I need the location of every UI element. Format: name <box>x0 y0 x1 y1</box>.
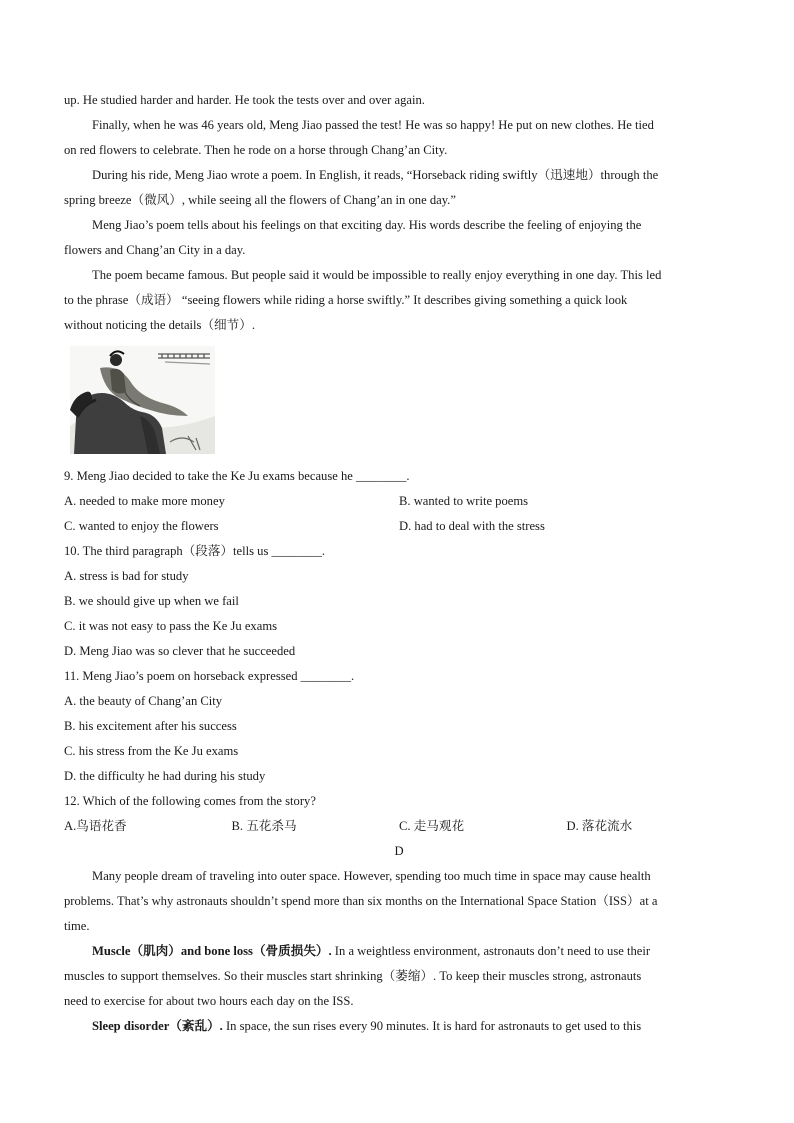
passage-d-p3-line1-text: In space, the sun rises every 90 minutes. It is hard for astronauts to get used to this <box>222 1019 642 1033</box>
question-11-option-b: B. his excitement after his success <box>64 719 237 733</box>
question-10-option-a: A. stress is bad for study <box>64 569 189 583</box>
passage-d-p2-line1 <box>64 939 734 964</box>
question-10-stem: 10. The third paragraph（段落）tells us ________. <box>64 544 326 558</box>
passage-c-p3-line2: spring breeze（微风）, while seeing all the flowers of Chang’an in one day.” <box>64 193 456 207</box>
passage-d-p1-line1: Many people dream of traveling into outer space. However, spending too much time in space may cause health <box>92 869 651 883</box>
passage-d-p2-line1-text: In a weightless environment, astronauts don’t need to use their <box>331 944 651 958</box>
question-9-option-c: C. wanted to enjoy the flowers <box>64 519 219 533</box>
passage-c-p1-tail: up. He studied harder and harder. He took the tests over and over again. <box>64 93 425 107</box>
question-12-options <box>64 814 734 839</box>
question-10-option-c: C. it was not easy to pass the Ke Ju exams <box>64 619 278 633</box>
passage-c-p2-line1: Finally, when he was 46 years old, Meng Jiao passed the test! He was so happy! He put on new clothes. He tied <box>92 118 654 132</box>
passage-c-p3-line1: During his ride, Meng Jiao wrote a poem. In English, it reads, “Horseback riding swiftly（迅速地）through the <box>92 168 659 182</box>
passage-c-p4-line2: flowers and Chang’an City in a day. <box>64 243 246 257</box>
passage-d-p3-line1 <box>64 1014 734 1039</box>
question-11-option-c: C. his stress from the Ke Ju exams <box>64 744 239 758</box>
document-page <box>64 88 734 1039</box>
passage-d-p2-line3: need to exercise for about two hours each day on the ISS. <box>64 994 354 1008</box>
question-9-option-a: A. needed to make more money <box>64 494 225 508</box>
question-9-options-row2 <box>64 514 734 539</box>
muscle-bone-loss-heading: Muscle（肌肉）and bone loss（骨质损失）. <box>92 944 332 958</box>
passage-d-p1-line2: problems. That’s why astronauts shouldn’t spend more than six months on the International Space Station（ISS）at a <box>64 894 658 908</box>
question-11-stem: 11. Meng Jiao’s poem on horseback expressed ________. <box>64 669 355 683</box>
passage-c-p5-line2: to the phrase（成语） “seeing flowers while riding a horse swiftly.” It describes giving something a quick look <box>64 293 628 307</box>
question-9-stem: 9. Meng Jiao decided to take the Ke Ju exams because he ________. <box>64 469 410 483</box>
passage-c-p5-line1: The poem became famous. But people said it would be impossible to really enjoy everything in one day. This led <box>92 268 662 282</box>
question-12-option-c: C. 走马观花 <box>399 819 465 833</box>
passage-c-p5-line3: without noticing the details（细节）. <box>64 318 255 332</box>
sleep-disorder-heading: Sleep disorder（紊乱）. <box>92 1019 223 1033</box>
question-10-option-b: B. we should give up when we fail <box>64 594 239 608</box>
question-12-option-a: A.鸟语花香 <box>64 819 127 833</box>
question-10-option-d: D. Meng Jiao was so clever that he succeeded <box>64 644 296 658</box>
passage-d-p1-line3: time. <box>64 919 90 933</box>
question-11-option-a: A. the beauty of Chang’an City <box>64 694 223 708</box>
passage-c-p4-line1: Meng Jiao’s poem tells about his feelings on that exciting day. His words describe the feeling of enjoying the <box>92 218 642 232</box>
question-9-options-row1 <box>64 489 734 514</box>
question-9-option-d: D. had to deal with the stress <box>399 519 545 533</box>
passage-c-p2-line2: on red flowers to celebrate. Then he rode on a horse through Chang’an City. <box>64 143 448 157</box>
section-d-heading: D <box>394 844 404 858</box>
question-12-option-b: B. 五花杀马 <box>231 819 297 833</box>
question-11-option-d: D. the difficulty he had during his study <box>64 769 266 783</box>
horse-rider-illustration <box>70 346 215 454</box>
question-12-option-d: D. 落花流水 <box>566 819 633 833</box>
passage-d-p2-line2: muscles to support themselves. So their muscles start shrinking（萎缩）. To keep their muscles strong, astronauts <box>64 969 642 983</box>
question-9-option-b: B. wanted to write poems <box>399 494 529 508</box>
question-12-stem: 12. Which of the following comes from the story? <box>64 794 316 808</box>
